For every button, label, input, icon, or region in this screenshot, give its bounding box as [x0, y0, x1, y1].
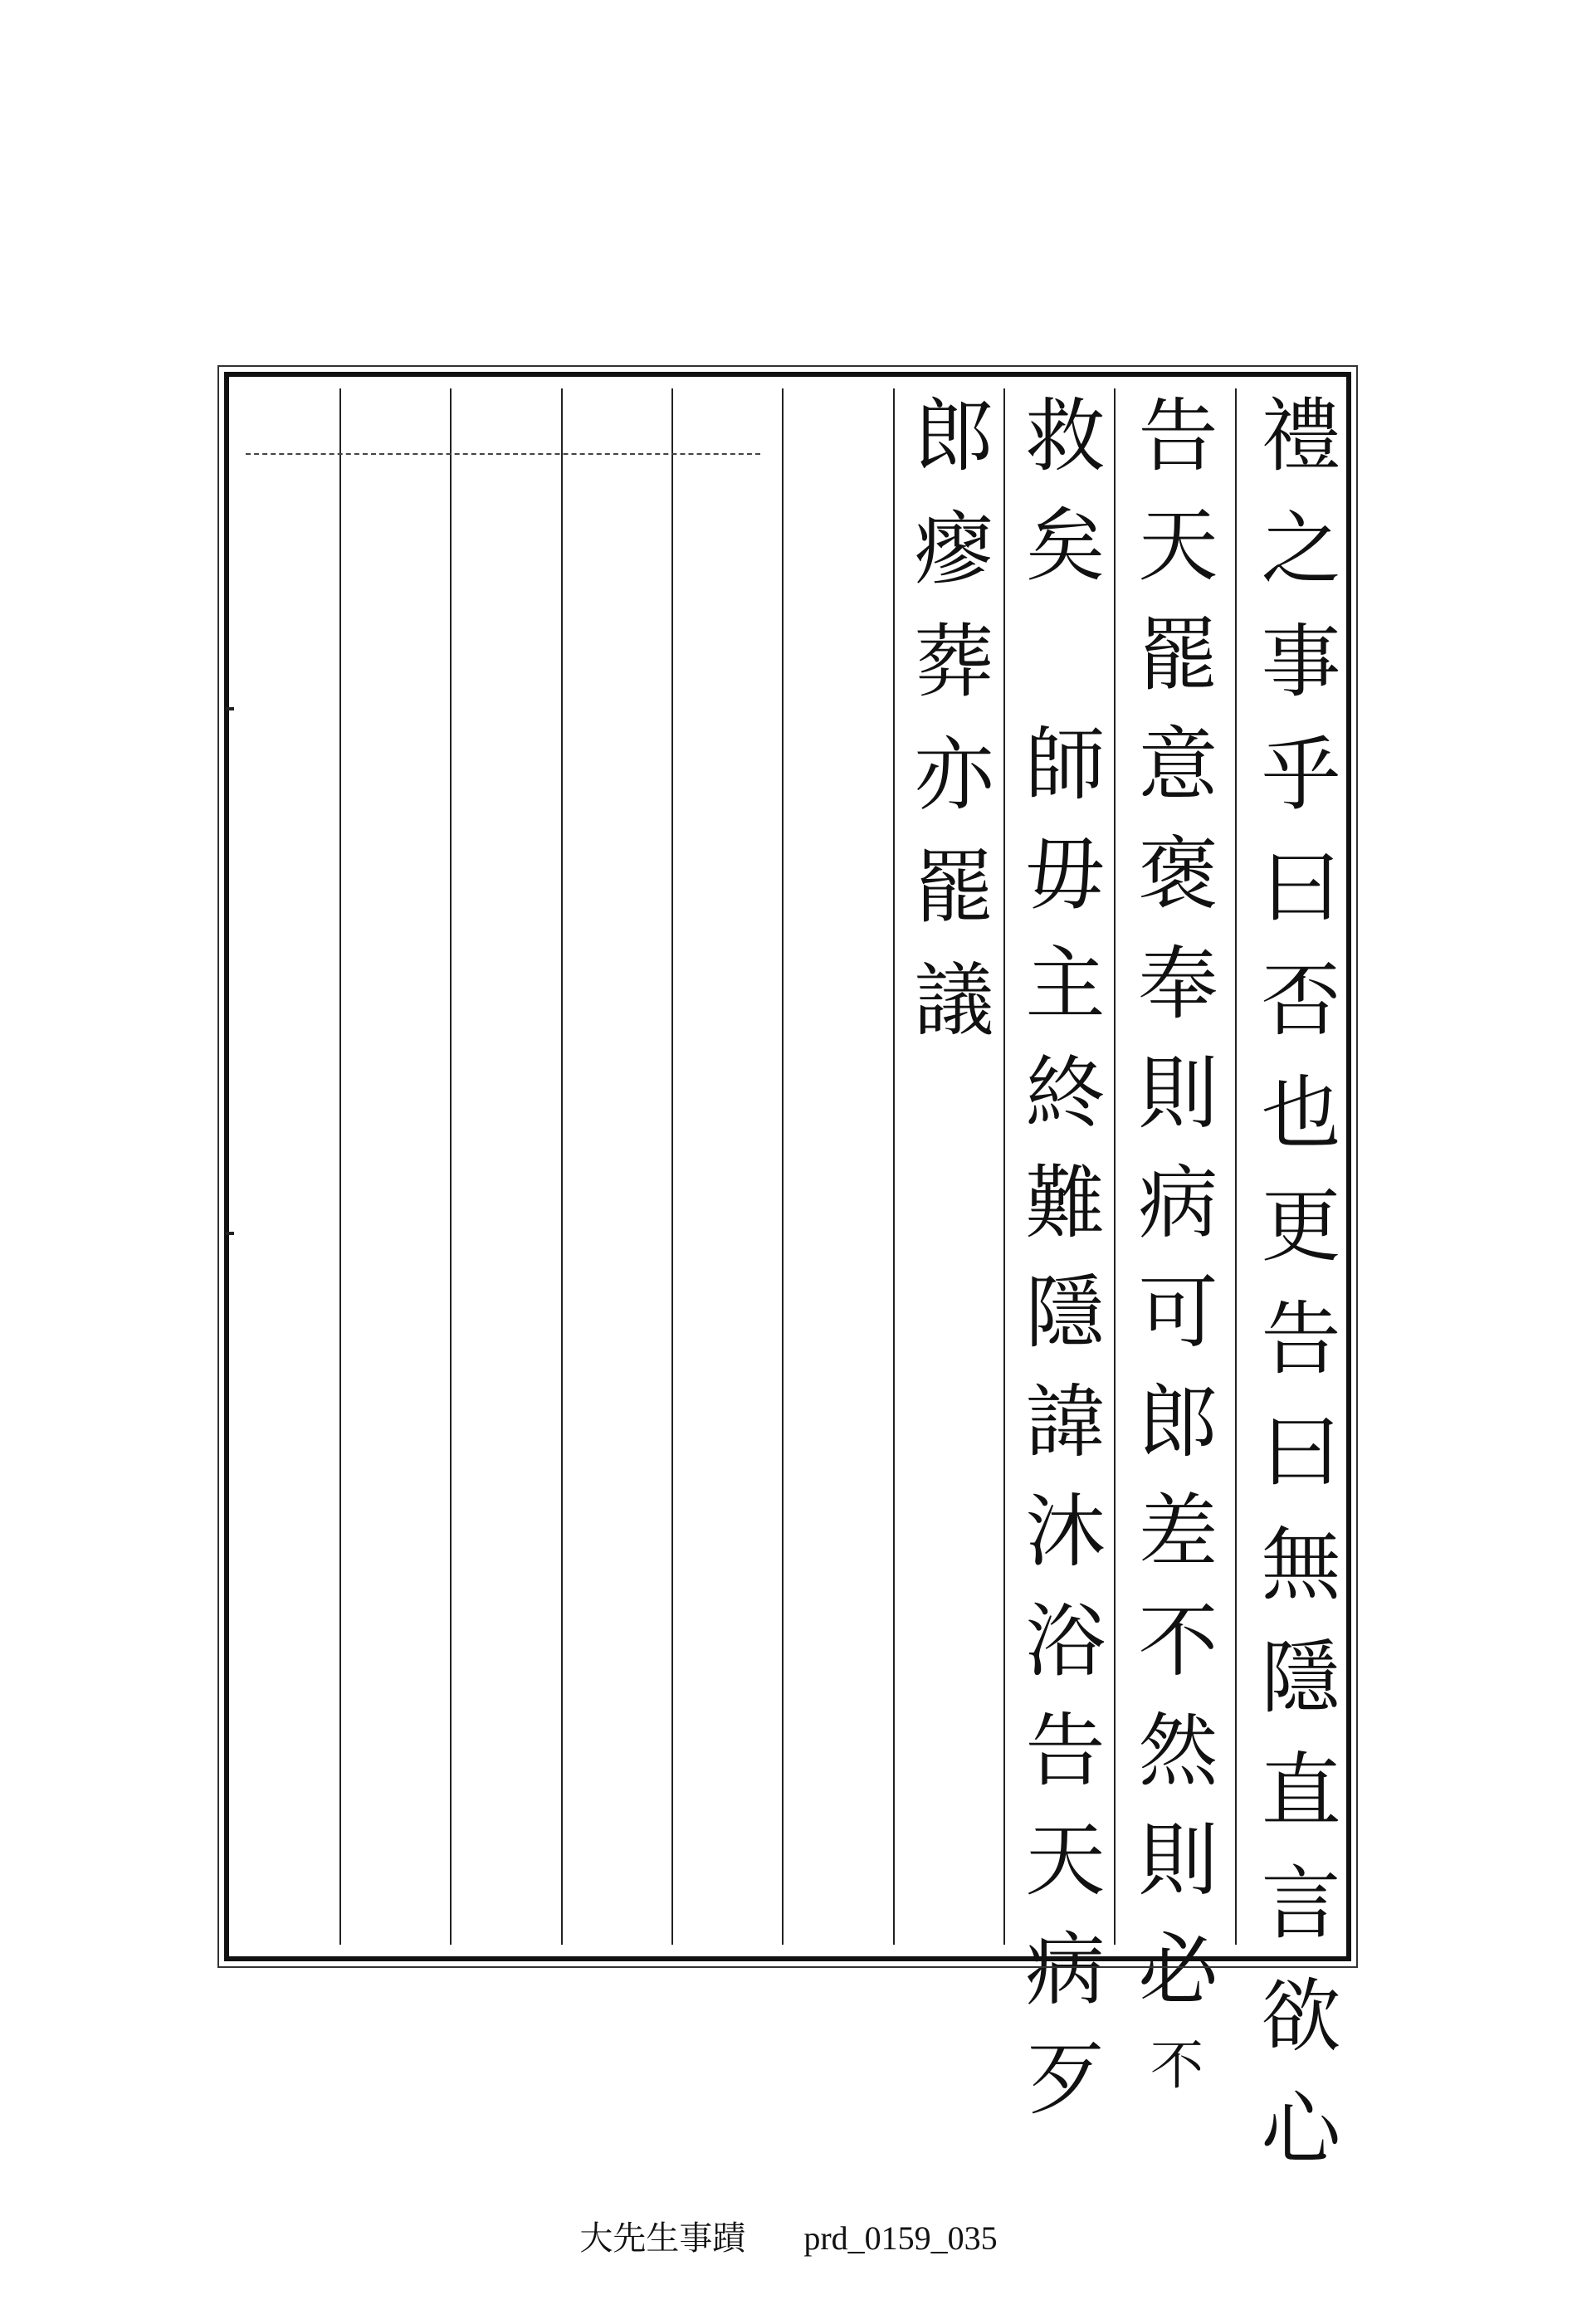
column-rule	[1235, 388, 1237, 1945]
column-rule	[671, 388, 673, 1945]
column-text	[1013, 393, 1106, 2146]
text-column-3	[1009, 393, 1109, 2146]
text-column-2	[1122, 393, 1222, 2120]
column-rule	[561, 388, 563, 1945]
page-footer	[0, 2212, 1577, 2259]
guide-dots	[246, 453, 760, 455]
column-rule	[450, 388, 452, 1945]
column-text: 禮之事乎曰否也更告曰無隱直言欲心	[1248, 393, 1341, 2200]
column-rule	[893, 388, 895, 1945]
footer-title: 大先生事蹟	[579, 2219, 746, 2257]
margin-mark	[226, 707, 234, 710]
column-space	[1013, 613, 1106, 722]
text-column-1	[1240, 393, 1350, 2200]
column-head-text: 救矣	[1013, 393, 1106, 613]
column-rest-text: 師毋主終難隱諱沐浴告天病歹	[1013, 722, 1106, 2146]
text-column-4	[898, 393, 998, 1071]
column-small-text: 不	[1141, 2037, 1203, 2120]
column-rule	[1114, 388, 1116, 1945]
column-text: 郎瘳葬亦罷議	[901, 393, 994, 1071]
column-rule	[782, 388, 784, 1945]
footer-page-id: prd_0159_035	[803, 2219, 998, 2257]
page-frame	[224, 372, 1351, 2200]
column-text	[1125, 393, 1218, 2120]
column-main-text: 告天罷意褒奉則病可郎差不然則必	[1125, 393, 1218, 2037]
column-rule	[1003, 388, 1005, 1945]
margin-mark	[226, 1232, 234, 1235]
column-rule	[339, 388, 341, 1945]
